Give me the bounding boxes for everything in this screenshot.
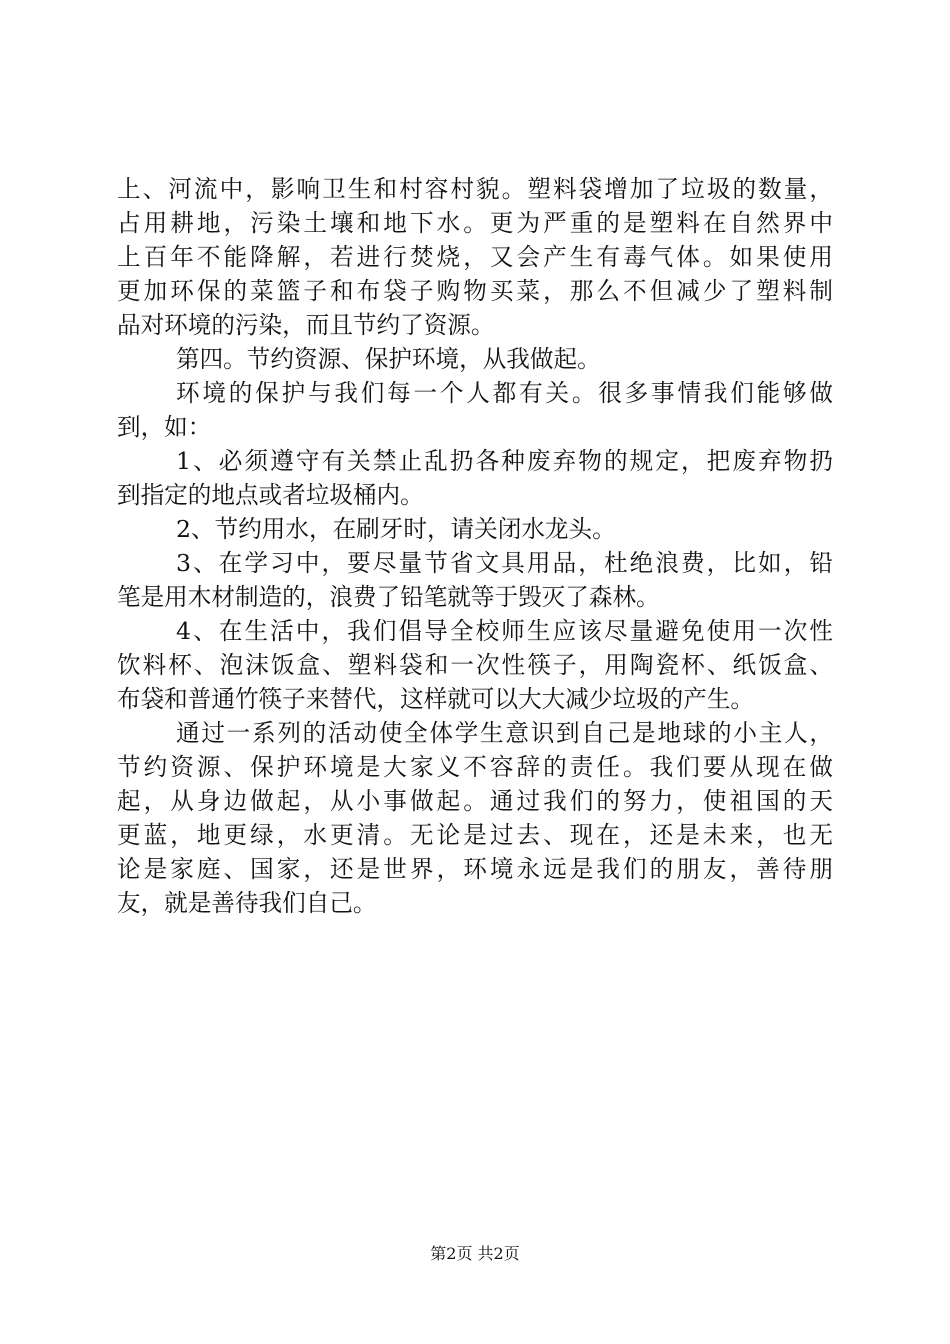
text-line: 布袋和普通竹筷子来替代，这样就可以大大减少垃圾的产生。 xyxy=(117,685,755,713)
text-line: 友，就是善待我们自己。 xyxy=(117,889,377,917)
text-line: 上百年不能降解，若进行焚烧，又会产生有毒气体。如果使用 xyxy=(117,243,833,271)
text-line: 环境的保护与我们每一个人都有关。很多事情我们能够做 xyxy=(176,379,833,407)
text-line: 2、节约用水，在刷牙时，请关闭水龙头。 xyxy=(176,515,616,543)
text-line: 3、在学习中，要尽量节省文具用品，杜绝浪费，比如，铅 xyxy=(176,549,833,577)
text-line: 更加环保的菜篮子和布袋子购物买菜，那么不但减少了塑料制 xyxy=(117,277,833,305)
text-line: 饮料杯、泡沫饭盒、塑料袋和一次性筷子，用陶瓷杯、纸饭盒、 xyxy=(117,651,833,679)
text-line: 论是家庭、国家，还是世界，环境永远是我们的朋友，善待朋 xyxy=(117,855,833,883)
text-line: 上、河流中，影响卫生和村容村貌。塑料袋增加了垃圾的数量， xyxy=(117,175,833,203)
text-line: 更蓝，地更绿，水更清。无论是过去、现在，还是未来，也无 xyxy=(117,821,833,849)
text-line: 通过一系列的活动使全体学生意识到自己是地球的小主人， xyxy=(176,719,833,747)
document-body xyxy=(117,172,833,920)
text-line: 笔是用木材制造的，浪费了铅笔就等于毁灭了森林。 xyxy=(117,583,660,611)
text-line: 1、必须遵守有关禁止乱扔各种废弃物的规定，把废弃物扔 xyxy=(176,447,833,475)
page-footer: 第2页 共2页 xyxy=(430,1244,520,1263)
text-line: 起，从身边做起，从小事做起。通过我们的努力，使祖国的天 xyxy=(117,787,833,815)
text-line: 第四。节约资源、保护环境，从我做起。 xyxy=(176,345,601,373)
text-line: 品对环境的污染，而且节约了资源。 xyxy=(117,311,495,339)
text-line: 4、在生活中，我们倡导全校师生应该尽量避免使用一次性 xyxy=(176,617,833,645)
text-line: 到，如： xyxy=(117,413,212,441)
text-line: 到指定的地点或者垃圾桶内。 xyxy=(117,481,424,509)
text-line: 占用耕地，污染土壤和地下水。更为严重的是塑料在自然界中 xyxy=(117,209,833,237)
text-line: 节约资源、保护环境是大家义不容辞的责任。我们要从现在做 xyxy=(117,753,833,781)
